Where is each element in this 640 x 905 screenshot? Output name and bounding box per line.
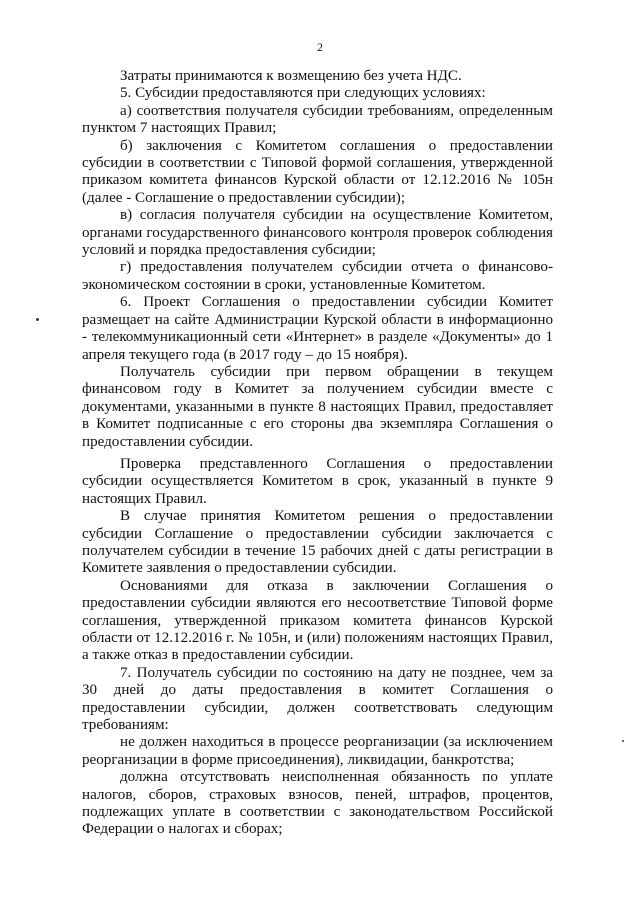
scan-speck (36, 318, 39, 321)
paragraph: в) согласия получателя субсидии на осуществление Комитетом, органами государственного финансового контроля проверок соблюдения условий и порядка предоставления субсидии; (82, 207, 553, 259)
paragraph: а) соответствия получателя субсидии требованиям, определенным пунктом 7 настоящих Правил; (82, 102, 553, 137)
paragraph: Затраты принимаются к возмещению без учета НДС. (120, 68, 462, 84)
paragraph: б) заключения с Комитетом соглашения о предоставлении субсидии в соответствии с Типовой формой соглашения, утвержденной приказом комитета финансов Курской области от 12.12.2016 № 105н (далее - Соглашение о предоставлении субсидии); (82, 137, 553, 206)
paragraph: Проверка представленного Соглашения о предоставлении субсидии осуществляется Комитетом в срок, указанный в пункте 9 настоящих Правил. (82, 455, 553, 507)
paragraph: 6. Проект Соглашения о предоставлении субсидии Комитет размещает на сайте Администрации Курской области в информационно - телекоммуникационный сети «Интернет» в разделе «Документы» до 1 апреля текущего года (в 2017 году – до 15 ноября). (82, 294, 553, 363)
scan-speck (622, 740, 624, 742)
paragraph: 5. Субсидии предоставляются при следующих условиях: (120, 85, 486, 102)
document-body (82, 68, 553, 839)
paragraph: Основаниями для отказа в заключении Соглашения о предоставлении субсидии являются его несоответствие Типовой форме соглашения, утвержденной приказом комитета финансов Курской области от 12.12.2016 г. № 105н, и (или) положениям настоящих Правил, а также отказ в предоставлении субсидии. (82, 577, 553, 664)
paragraph: В случае принятия Комитетом решения о предоставлении субсидии Соглашение о предоставлении субсидии заключается с получателем субсидии в течение 15 рабочих дней с даты регистрации в Комитете заявления о предоставлении субсидии. (82, 508, 553, 577)
paragraph: г) предоставления получателем субсидии отчета о финансово-экономическом состоянии в сроки, установленные Комитетом. (82, 259, 553, 293)
paragraph: не должен находиться в процессе реорганизации (за исключением реорганизации в форме присоединения), ликвидации, банкротства; (82, 734, 553, 768)
paragraph: Получатель субсидии при первом обращении в текущем финансовом году в Комитет за получением субсидии вместе с документами, указанными в пункте 8 настоящих Правил, предоставляет в Комитет подписанные с его стороны два экземпляра Соглашения о предоставлении субсидии. (82, 363, 553, 450)
page-number: 2 (317, 40, 323, 54)
paragraph: должна отсутствовать неисполненная обязанность по уплате налогов, сборов, страховых взносов, пеней, штрафов, процентов, подлежащих уплате в соответствии с законодательством Российской Федерации о налогах и сборах; (82, 769, 553, 838)
paragraph: 7. Получатель субсидии по состоянию на дату не позднее, чем за 30 дней до даты предоставления в комитет Соглашения о предоставлении субсидии, должен соответствовать следующим требованиям: (82, 664, 553, 734)
